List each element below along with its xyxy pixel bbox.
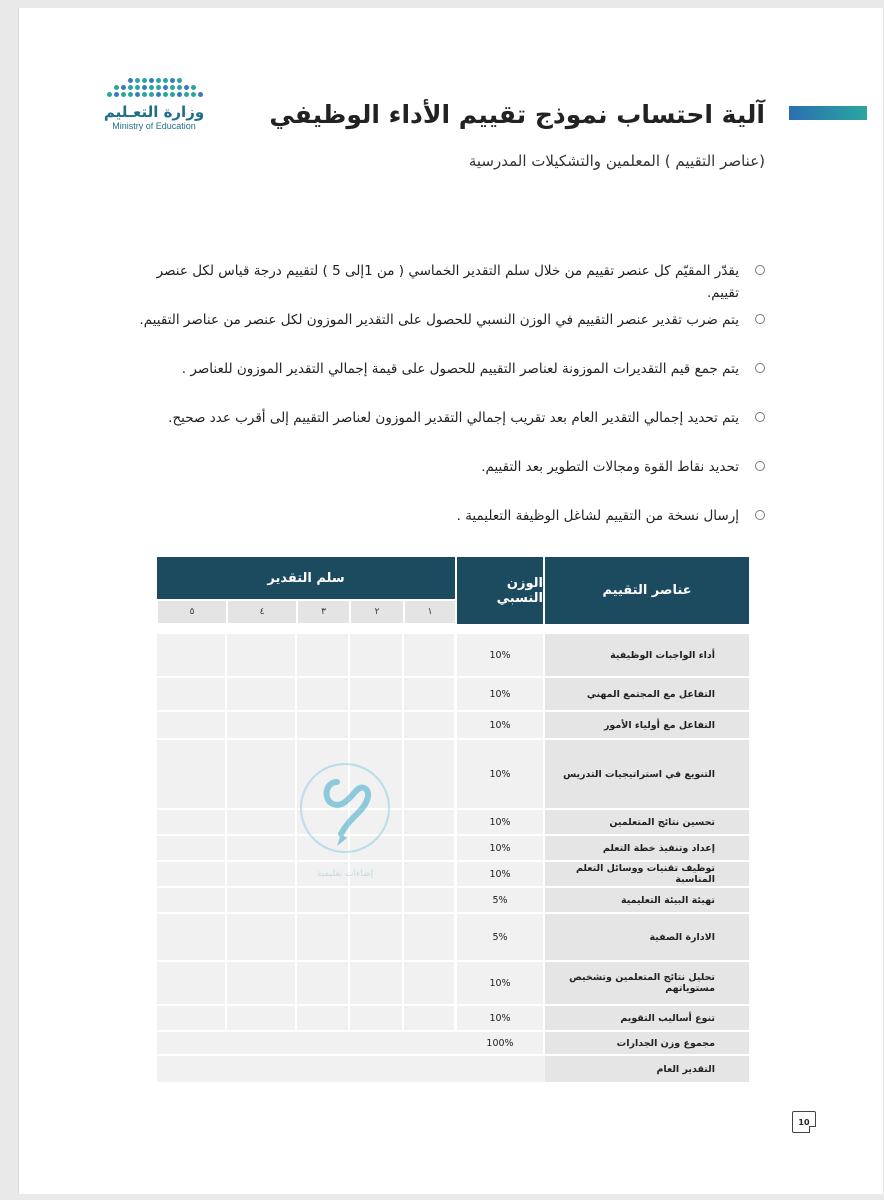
list-item: [125, 505, 765, 554]
evaluation-table: [157, 557, 749, 1087]
bullet-circle-icon: [755, 314, 765, 324]
grade-cell-3[interactable]: [297, 678, 350, 712]
grade-cell-5[interactable]: [157, 810, 227, 836]
page-number-text: 10: [798, 1117, 810, 1127]
grade-cell-3[interactable]: [297, 712, 350, 740]
list-item: [125, 407, 765, 456]
bullet-circle-icon: [755, 412, 765, 422]
table-row-label: إعداد وتنفيذ خطة التعلم: [545, 836, 749, 862]
table-row-label: تهيئة البيئة التعليمية: [545, 888, 749, 914]
grade-cell-5[interactable]: [157, 862, 227, 888]
bullet-circle-icon: [755, 265, 765, 275]
grade-cell-2[interactable]: [350, 1006, 404, 1032]
table-row-label: أداء الواجبات الوظيفية: [545, 634, 749, 678]
table-row-label: التفاعل مع المجتمع المهني: [545, 678, 749, 712]
table-row-weight: 10%: [457, 740, 545, 810]
grade-cell-1[interactable]: [404, 810, 456, 836]
table-row-label: الادارة الصفية: [545, 914, 749, 962]
grade-cell-4[interactable]: [227, 962, 297, 1006]
list-item: [125, 309, 765, 358]
sum-label: مجموع وزن الجدارات: [545, 1032, 749, 1056]
scale-level-3: ٣: [297, 600, 350, 624]
grade-cell-4[interactable]: [227, 914, 297, 962]
scale-level-2: ٢: [350, 600, 404, 624]
list-item: [125, 260, 765, 309]
page-subtitle: (عناصر التقييم ) المعلمين والتشكيلات المدرسية: [468, 152, 765, 170]
grade-cell-1[interactable]: [404, 862, 456, 888]
table-row-weight: 10%: [457, 678, 545, 712]
grade-cell-5[interactable]: [157, 888, 227, 914]
table-row-label: التفاعل مع أولياء الأمور: [545, 712, 749, 740]
grade-cell-5[interactable]: [157, 740, 227, 810]
grade-cell-1[interactable]: [404, 1006, 456, 1032]
list-item: [125, 358, 765, 407]
grade-cell-4[interactable]: [227, 740, 297, 810]
grade-cell-1[interactable]: [404, 634, 456, 678]
page-title: آلية احتساب نموذج تقييم الأداء الوظيفي: [269, 100, 765, 129]
grade-cell-5[interactable]: [157, 634, 227, 678]
logo-dots-icon: [99, 78, 211, 97]
bullet-circle-icon: [755, 461, 765, 471]
title-accent-bar: [789, 106, 867, 120]
grade-cell-4[interactable]: [227, 810, 297, 836]
table-row-label: توظيف تقنيات ووسائل التعلم المناسبة: [545, 862, 749, 888]
logo-name-ar: وزارة التعـليم: [103, 103, 205, 121]
grade-cell-5[interactable]: [157, 1006, 227, 1032]
table-row-label: تحليل نتائج المتعلمين وتشخيص مستوياتهم: [545, 962, 749, 1006]
grade-cell-5[interactable]: [157, 914, 227, 962]
grade-cell-5[interactable]: [157, 678, 227, 712]
grade-cell-1[interactable]: [404, 888, 456, 914]
header-scale: سلم التقدير: [157, 557, 455, 599]
grade-cell-2[interactable]: [350, 678, 404, 712]
header-weight: الوزن النسبي: [457, 557, 543, 624]
grade-cell-3[interactable]: [297, 914, 350, 962]
grade-cell-4[interactable]: [227, 836, 297, 862]
list-item: [125, 456, 765, 505]
grade-cell-4[interactable]: [227, 634, 297, 678]
bullet-circle-icon: [755, 510, 765, 520]
instructions-list: [125, 260, 765, 554]
grade-cell-4[interactable]: [227, 862, 297, 888]
table-row-weight: 5%: [457, 888, 545, 914]
list-item-text: إرسال نسخة من التقييم لشاغل الوظيفة التعليمية .: [456, 508, 739, 524]
logo-name-en: Ministry of Education: [112, 121, 196, 131]
scale-level-5: ٥: [157, 600, 227, 624]
grade-cell-4[interactable]: [227, 1006, 297, 1032]
grade-cell-5[interactable]: [157, 962, 227, 1006]
page-number: [792, 1111, 816, 1133]
grade-cell-1[interactable]: [404, 712, 456, 740]
table-row-weight: 10%: [457, 836, 545, 862]
document-page: [18, 8, 883, 1194]
grade-cell-1[interactable]: [404, 836, 456, 862]
grade-cell-1[interactable]: [404, 740, 456, 810]
overall-label: التقدير العام: [545, 1056, 749, 1084]
table-row-weight: 10%: [457, 862, 545, 888]
grade-cell-1[interactable]: [404, 962, 456, 1006]
grade-cell-1[interactable]: [404, 678, 456, 712]
table-row-label: تنوع أساليب التقويم: [545, 1006, 749, 1032]
table-row-weight: 10%: [457, 1006, 545, 1032]
overall-value-cell[interactable]: [157, 1056, 545, 1084]
table-row-label: التنويع في استراتيجيات التدريس: [545, 740, 749, 810]
grade-cell-2[interactable]: [350, 914, 404, 962]
table-row-weight: 10%: [457, 810, 545, 836]
table-row-weight: 10%: [457, 634, 545, 678]
table-row-weight: 10%: [457, 712, 545, 740]
grade-cell-1[interactable]: [404, 914, 456, 962]
watermark-text: إضاءات تعليمية: [316, 869, 374, 879]
table-row-weight: 5%: [457, 914, 545, 962]
grade-cell-3[interactable]: [297, 634, 350, 678]
grade-cell-4[interactable]: [227, 678, 297, 712]
list-item-text: يتم تحديد إجمالي التقدير العام بعد تقريب إجمالي التقدير الموزون لعناصر التقييم إلى أقرب عدد صحيح.: [168, 410, 739, 426]
grade-cell-3[interactable]: [297, 1006, 350, 1032]
grade-cell-2[interactable]: [350, 712, 404, 740]
scale-level-1: ١: [404, 600, 456, 624]
grade-cell-2[interactable]: [350, 634, 404, 678]
list-item-text: تحديد نقاط القوة ومجالات التطوير بعد التقييم.: [481, 459, 739, 475]
list-item-text: يتم جمع قيم التقديرات الموزونة لعناصر التقييم للحصول على قيمة إجمالي التقدير الموزون للعناصر .: [181, 361, 739, 377]
grade-cell-4[interactable]: [227, 712, 297, 740]
bullet-circle-icon: [755, 363, 765, 373]
grade-cell-5[interactable]: [157, 712, 227, 740]
grade-cell-5[interactable]: [157, 836, 227, 862]
grade-cell-2[interactable]: [350, 888, 404, 914]
grade-cell-3[interactable]: [297, 888, 350, 914]
scale-level-4: ٤: [227, 600, 297, 624]
table-row-label: تحسين نتائج المتعلمين: [545, 810, 749, 836]
grade-cell-3[interactable]: [297, 962, 350, 1006]
list-item-text: يتم ضرب تقدير عنصر التقييم في الوزن النسبي للحصول على التقدير الموزون لكل عنصر من عناصر التقييم.: [139, 312, 739, 328]
sum-empty-cell: [157, 1032, 457, 1056]
grade-cell-2[interactable]: [350, 962, 404, 1006]
table-row-weight: 10%: [457, 962, 545, 1006]
list-item-text: يقدّر المقيّم كل عنصر تقييم من خلال سلم التقدير الخماسي ( من 1إلى 5 ) لتقييم درجة قياس لكل عنصر تقييم.: [156, 263, 739, 301]
grade-cell-4[interactable]: [227, 888, 297, 914]
ministry-logo: [97, 78, 211, 158]
header-elements: عناصر التقييم: [545, 557, 749, 624]
watermark-logo-icon: [297, 760, 393, 890]
sum-value: 100%: [457, 1032, 545, 1056]
